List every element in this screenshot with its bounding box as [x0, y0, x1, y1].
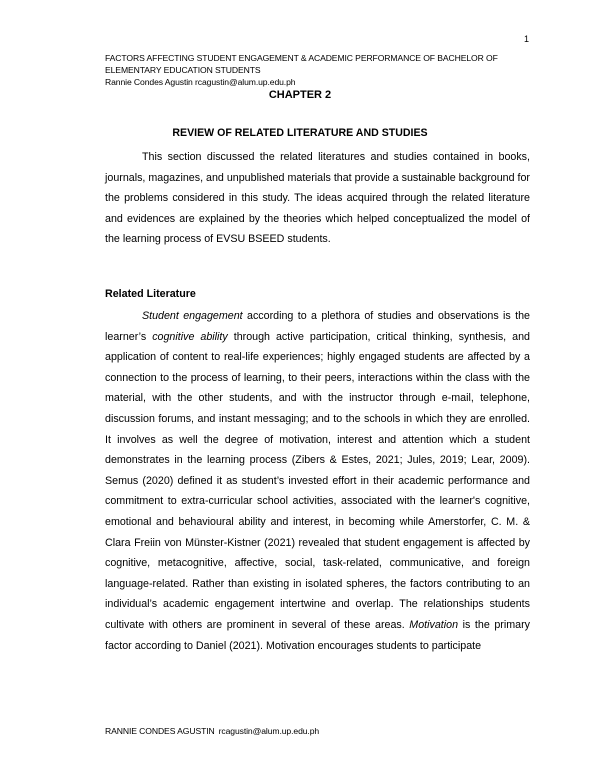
running-header	[105, 52, 535, 88]
related-literature-text-1: according to a plethora of studies and observations is the learner’s	[105, 310, 530, 343]
related-literature-heading: Related Literature	[105, 288, 196, 300]
related-literature-text-2: through active participation, critical thinking, synthesis, and application of content to real-life experiences; highly engaged students are affected by a connection to the process of learning, to their peers, interactions within the class with the material, with the other students, and with the instructor through e-mail, telephone, discussion forums, and instant messaging; and to the schools in which they are enrolled. It involves as well the degree of motivation, interest and attention which a student demonstrates in the learning process (Zibers & Estes, 2021; Jules, 2019; Lear, 2009). Semus (2020) defined it as student’s invested effort in their academic performance and commitment to extra-curricular school activities, associated with the learner's cognitive, emotional and behavioural ability and interest, in becoming while Amerstorfer, C. M. & Clara Freiin von Münster-Kistner (2021) revealed that student engagement is affected by cognitive, metacognitive, affective, social, task-related, communicative, and foreign language-related. Rather than existing in isolated spheres, the factors contributing to an individual’s academic engagement intertwine and overlap. The relationships students cultivate with others are prominent in several of these areas.	[105, 330, 530, 631]
running-header-title: FACTORS AFFECTING STUDENT ENGAGEMENT & ACADEMIC PERFORMANCE OF BACHELOR OF ELEMENTARY EDUCATION STUDENTS	[105, 53, 498, 75]
page-number: 1	[523, 34, 529, 44]
page-footer	[105, 726, 319, 736]
footer-email: rcagustin@alum.up.edu.ph	[218, 726, 320, 736]
term-cognitive-ability: cognitive ability	[152, 330, 228, 343]
term-student-engagement: Student engagement	[142, 310, 243, 322]
intro-paragraph-text: This section discussed the related literatures and studies contained in books, journals, magazines, and unpublished materials that provide a sustainable background for the problems considered in this study. The ideas acquired through the related literature and evidences are explained by the theories which helped conceptualized the model of the learning process of EVSU BSEED students.	[105, 151, 530, 246]
chapter-title: CHAPTER 2	[268, 89, 332, 101]
footer-author: RANNIE CONDES AGUSTIN	[105, 726, 215, 736]
intro-paragraph	[105, 147, 530, 250]
related-literature-paragraph	[105, 306, 530, 656]
term-motivation: Motivation	[409, 618, 459, 631]
section-title: REVIEW OF RELATED LITERATURE AND STUDIES	[172, 127, 428, 139]
running-header-author: Rannie Condes Agustin rcagustin@alum.up.edu.ph	[105, 77, 296, 87]
related-literature-text-3: is the primary factor according to Daniel (2021). Motivation encourages students to participate	[105, 618, 530, 652]
